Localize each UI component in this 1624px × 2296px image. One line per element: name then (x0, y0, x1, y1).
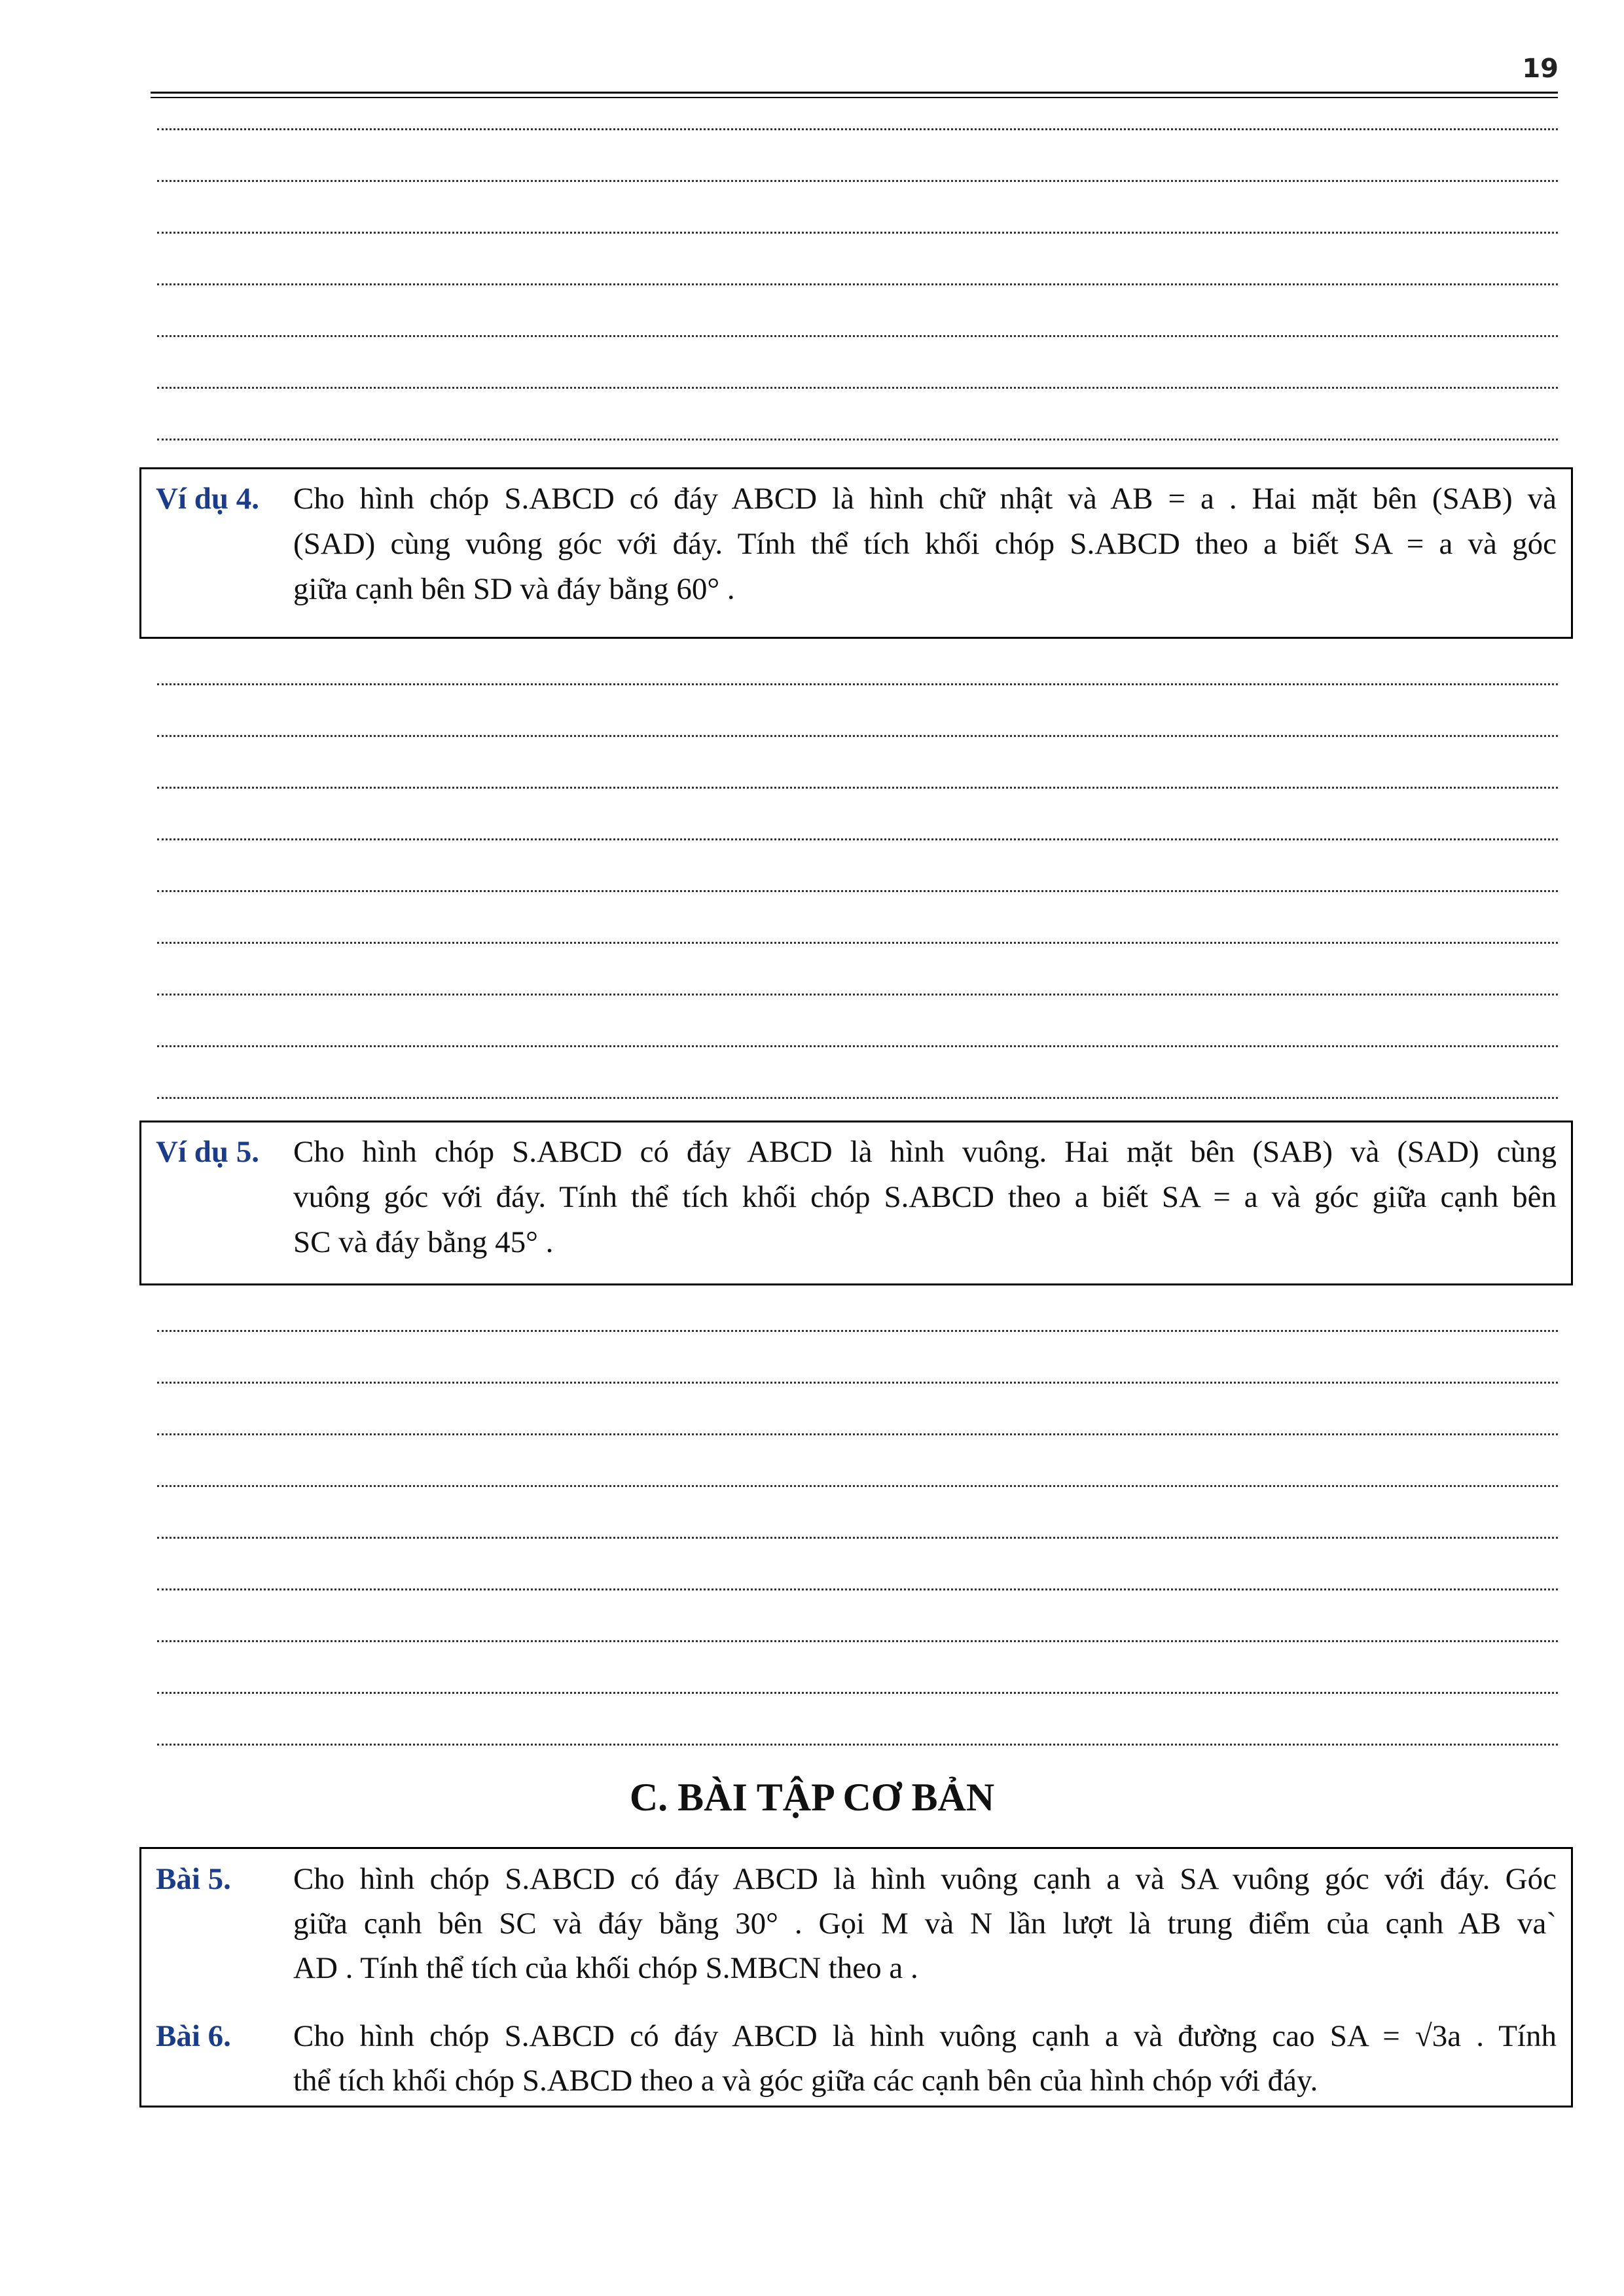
example-4-text (293, 476, 1557, 612)
answer-line[interactable] (157, 1707, 1558, 1759)
example-line: giữa cạnh bên SD và đáy bằng 60° . (293, 572, 735, 606)
answer-line[interactable] (157, 905, 1558, 957)
answer-line[interactable] (157, 1500, 1558, 1552)
exercise-line: Cho hình chóp S.ABCD có đáy ABCD là hình vuông cạnh a và đường cao SA = √3a . Tính (293, 2019, 1557, 2053)
exercise-line: AD . Tính thể tích của khối chóp S.MBCN theo a . (293, 1951, 918, 1985)
exercise-6-label: Bài 6. (156, 2019, 231, 2053)
answer-line[interactable] (157, 143, 1558, 195)
answer-line[interactable] (157, 1009, 1558, 1060)
answer-line[interactable] (157, 647, 1558, 698)
exercise-6-text (293, 2014, 1557, 2103)
page-number: 19 (1522, 54, 1559, 84)
example-5-text (293, 1130, 1557, 1265)
answer-lines-2 (157, 647, 1558, 1112)
answer-lines-3 (157, 1293, 1558, 1759)
exercise-line: Cho hình chóp S.ABCD có đáy ABCD là hình vuông cạnh a và SA vuông góc với đáy. Góc (293, 1862, 1557, 1896)
example-line: Cho hình chóp S.ABCD có đáy ABCD là hình vuông. Hai mặt bên (SAB) và (SAD) cùng (293, 1135, 1557, 1169)
example-line: SC và đáy bằng 45° . (293, 1225, 554, 1259)
answer-line[interactable] (157, 1448, 1558, 1500)
answer-lines-1 (157, 92, 1558, 454)
answer-line[interactable] (157, 853, 1558, 905)
answer-line[interactable] (157, 1655, 1558, 1707)
answer-line[interactable] (157, 92, 1558, 143)
answer-line[interactable] (157, 1293, 1558, 1345)
exercise-5 (156, 1857, 1557, 1990)
answer-line[interactable] (157, 1060, 1558, 1112)
exercise-6 (156, 2014, 1557, 2103)
answer-line[interactable] (157, 698, 1558, 750)
answer-line[interactable] (157, 1345, 1558, 1397)
answer-line[interactable] (157, 802, 1558, 853)
example-line: Cho hình chóp S.ABCD có đáy ABCD là hình chữ nhật và AB = a . Hai mặt bên (SAB) và (293, 482, 1557, 516)
exercise-5-text (293, 1857, 1557, 1990)
answer-line[interactable] (157, 247, 1558, 298)
section-title: C. BÀI TẬP CƠ BẢN (629, 1776, 995, 1819)
answer-line[interactable] (157, 1397, 1558, 1448)
exercise-line: giữa cạnh bên SC và đáy bằng 30° . Gọi M và N lần lượt là trung điểm của cạnh AB va` (293, 1907, 1557, 1941)
exercise-5-label: Bài 5. (156, 1862, 231, 1896)
answer-line[interactable] (157, 1552, 1558, 1604)
exercise-line: thể tích khối chóp S.ABCD theo a và góc giữa các cạnh bên của hình chóp với đáy. (293, 2064, 1318, 2098)
answer-line[interactable] (157, 1604, 1558, 1655)
example-4-box (139, 467, 1573, 639)
answer-line[interactable] (157, 350, 1558, 402)
example-5-label: Ví dụ 5. (156, 1135, 260, 1169)
example-5-box (139, 1121, 1573, 1285)
answer-line[interactable] (157, 750, 1558, 802)
answer-line[interactable] (157, 298, 1558, 350)
example-4-label: Ví dụ 4. (156, 482, 260, 516)
exercises-box (139, 1847, 1573, 2108)
example-line: vuông góc với đáy. Tính thể tích khối chóp S.ABCD theo a biết SA = a và góc giữa cạnh bên (293, 1180, 1557, 1214)
example-line: (SAD) cùng vuông góc với đáy. Tính thể tích khối chóp S.ABCD theo a biết SA = a và góc (293, 527, 1557, 561)
answer-line[interactable] (157, 195, 1558, 247)
answer-line[interactable] (157, 402, 1558, 454)
answer-line[interactable] (157, 957, 1558, 1009)
